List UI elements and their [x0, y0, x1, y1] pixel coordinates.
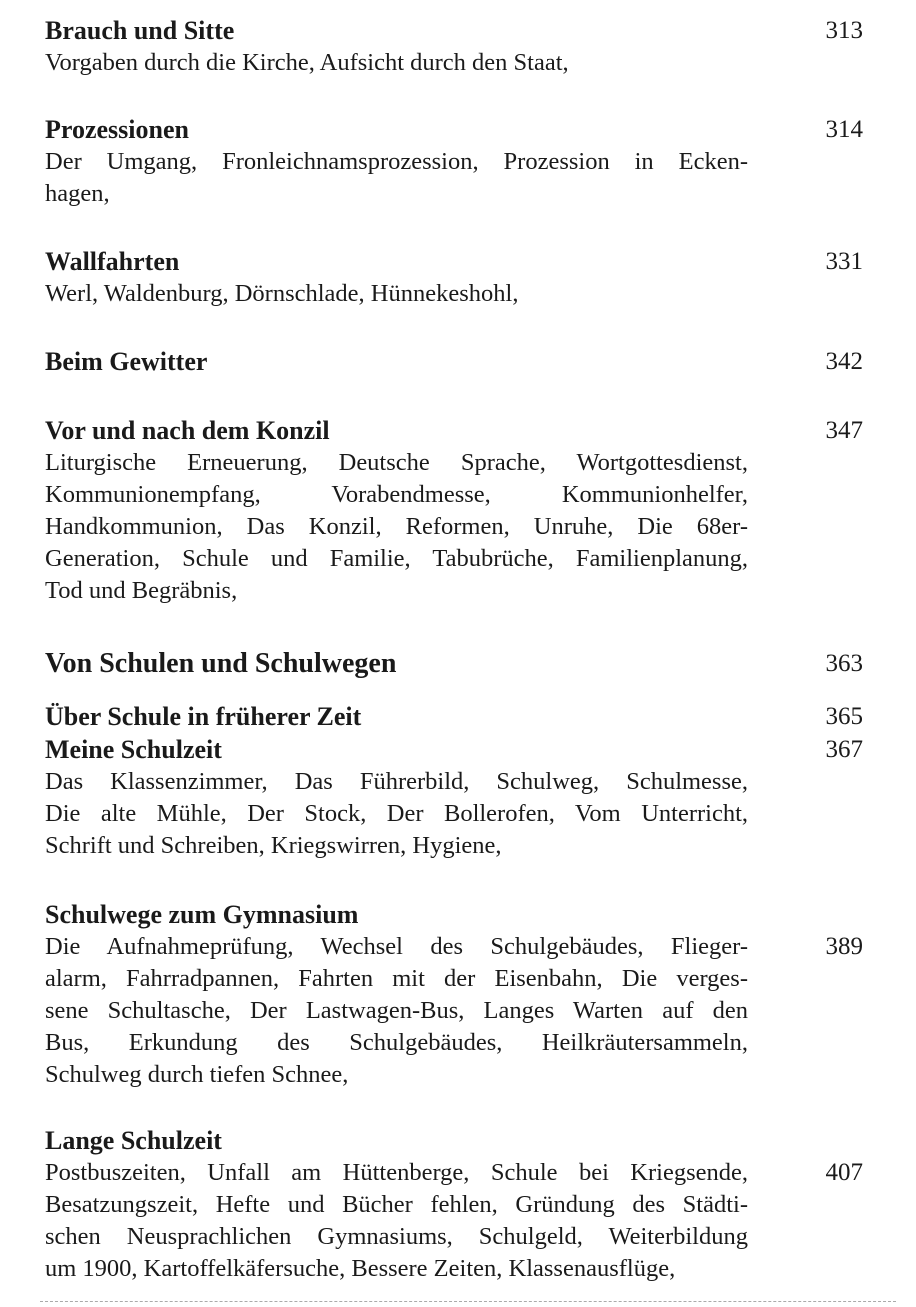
entry-subtopics-line: Die Aufnahmeprüfung, Wechsel des Schulgebäudes, Flieger-: [45, 933, 748, 960]
toc-entry: [45, 701, 748, 733]
entry-title: Meine Schulzeit: [45, 735, 222, 764]
toc-entry: [45, 734, 748, 862]
entry-subtopics-line: Liturgische Erneuerung, Deutsche Sprache, Wortgottesdienst,: [45, 449, 748, 476]
page-number: 342: [825, 348, 863, 375]
entry-title: Beim Gewitter: [45, 347, 208, 376]
entry-subtopics-line: Tod und Begräbnis,: [45, 577, 238, 604]
page-edge-divider: [40, 1301, 896, 1302]
entry-subtopics-line: Bus, Erkundung des Schulgebäudes, Heilkräutersammeln,: [45, 1029, 748, 1056]
entry-subtopics-line: um 1900, Kartoffelkäfersuche, Bessere Zeiten, Klassenausflüge,: [45, 1255, 676, 1282]
entry-title: Prozessionen: [45, 115, 189, 144]
entry-subtopics-line: Kommunionempfang, Vorabendmesse, Kommunionhelfer,: [45, 481, 748, 508]
entry-title: Schulwege zum Gymnasium: [45, 900, 359, 929]
page-number: 314: [825, 116, 863, 143]
page-number: 389: [825, 933, 863, 960]
entry-title: Über Schule in früherer Zeit: [45, 702, 362, 731]
entry-subtopics-line: Generation, Schule und Familie, Tabubrüche, Familienplanung,: [45, 545, 748, 572]
page-number: 313: [825, 17, 863, 44]
page-number: 331: [825, 248, 863, 275]
entry-subtopics-line: Der Umgang, Fronleichnamsprozession, Prozession in Ecken-: [45, 148, 748, 175]
entry-title: Lange Schulzeit: [45, 1126, 222, 1155]
toc-entry: [45, 114, 748, 210]
entry-subtopics-line: Das Klassenzimmer, Das Führerbild, Schulweg, Schulmesse,: [45, 768, 748, 795]
entry-title: Brauch und Sitte: [45, 16, 235, 45]
toc-entry: [45, 246, 748, 310]
entry-title: Von Schulen und Schulwegen: [45, 648, 397, 679]
entry-title: Vor und nach dem Konzil: [45, 416, 330, 445]
entry-subtopics-line: Vorgaben durch die Kirche, Aufsicht durch den Staat,: [45, 49, 569, 76]
toc-entry: [45, 15, 748, 79]
entry-subtopics-line: Postbuszeiten, Unfall am Hüttenberge, Schule bei Kriegsende,: [45, 1159, 748, 1186]
entry-subtopics-line: sene Schultasche, Der Lastwagen-Bus, Langes Warten auf den: [45, 997, 748, 1024]
entry-subtopics-line: Die alte Mühle, Der Stock, Der Bollerofen, Vom Unterricht,: [45, 800, 748, 827]
entry-title: Wallfahrten: [45, 247, 180, 276]
page-number: 367: [825, 736, 863, 763]
entry-subtopics-line: Handkommunion, Das Konzil, Reformen, Unruhe, Die 68er-: [45, 513, 748, 540]
toc-entry: [45, 648, 748, 680]
toc-entry: [45, 346, 748, 378]
entry-subtopics-line: schen Neusprachlichen Gymnasiums, Schulgeld, Weiterbildung: [45, 1223, 748, 1250]
entry-subtopics-line: alarm, Fahrradpannen, Fahrten mit der Eisenbahn, Die verges-: [45, 965, 748, 992]
entry-subtopics-line: hagen,: [45, 180, 110, 207]
entry-subtopics-line: Besatzungszeit, Hefte und Bücher fehlen, Gründung des Städti-: [45, 1191, 748, 1218]
page-number: 347: [825, 417, 863, 444]
toc-entry: [45, 415, 748, 607]
toc-entry: [45, 1125, 748, 1285]
toc-entry: [45, 899, 748, 1091]
entry-subtopics-line: Schrift und Schreiben, Kriegswirren, Hygiene,: [45, 832, 502, 859]
entry-subtopics-line: Schulweg durch tiefen Schnee,: [45, 1061, 349, 1088]
page-number: 363: [825, 650, 863, 677]
entry-subtopics-line: Werl, Waldenburg, Dörnschlade, Hünnekeshohl,: [45, 280, 519, 307]
page-number: 407: [825, 1159, 863, 1186]
page-number: 365: [825, 703, 863, 730]
